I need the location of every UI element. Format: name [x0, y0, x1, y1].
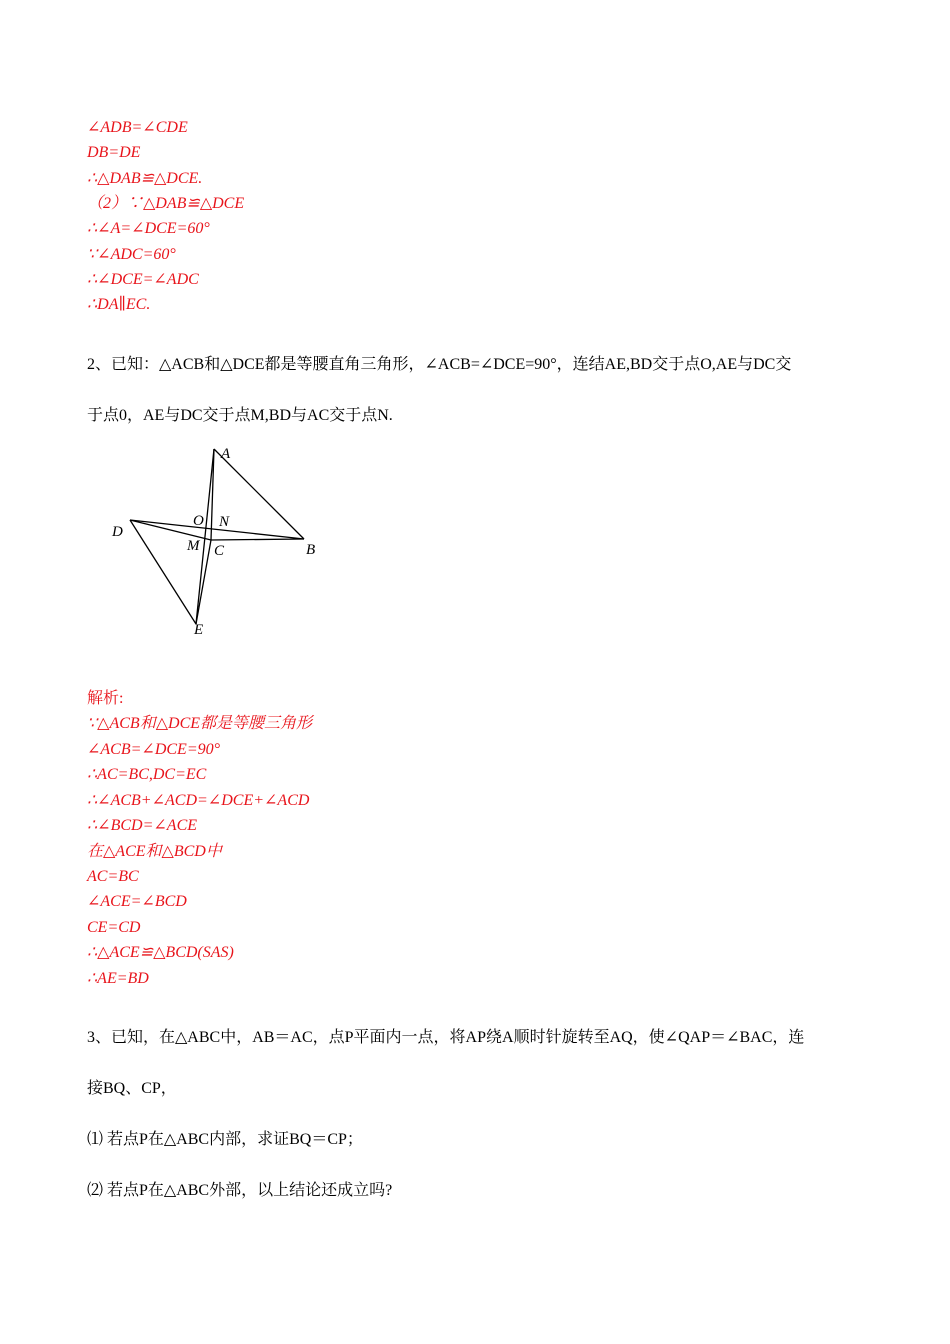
solution-line: ∴∠BCD=∠ACE — [87, 817, 198, 834]
label-N: N — [219, 514, 230, 530]
solution-line: CE=CD — [87, 919, 141, 936]
segment-DE — [130, 520, 196, 624]
solution-line: ∴AC=BC,DC=EC — [87, 766, 207, 783]
solution-title: 解析: — [87, 690, 124, 707]
label-C: C — [214, 543, 225, 559]
label-B: B — [306, 542, 316, 558]
segment-CB — [211, 539, 304, 540]
solution-line: ∴∠ACB+∠ACD=∠DCE+∠ACD — [87, 792, 310, 809]
segment-BD — [130, 520, 304, 539]
proof-line: ∴DA∥EC. — [87, 296, 151, 313]
proof-line: ∴∠A=∠DCE=60° — [87, 220, 210, 237]
label-O: O — [193, 513, 204, 529]
question-3-line-2: 接BQ、CP， — [87, 1080, 177, 1097]
proof-line: ∠ADB=∠CDE — [87, 119, 188, 136]
question-3-line-1: 3、已知，在△ABC中，AB＝AC，点P平面内一点，将AP绕A顺时针旋转至AQ，使∠QAP＝∠BAC，连 — [87, 1029, 805, 1046]
solution-line: AC=BC — [87, 868, 139, 885]
proof-line: （2）∵△DAB≌△DCE — [87, 195, 245, 212]
question-2-line-1: 2、已知：△ACB和△DCE都是等腰直角三角形，∠ACB=∠DCE=90°，连结AE,BD交于点O,AE与DC交 — [87, 356, 792, 373]
question-2-line-2: 于点0，AE与DC交于点M,BD与AC交于点N. — [87, 407, 393, 424]
solution-line: ∵△ACB和△DCE都是等腰三角形 — [87, 715, 313, 732]
label-M: M — [187, 538, 200, 554]
geometry-figure — [100, 440, 340, 645]
proof-line: DB=DE — [87, 144, 141, 161]
label-A: A — [221, 446, 231, 462]
solution-line: ∴△ACE≌△BCD(SAS) — [87, 944, 234, 961]
proof-line: ∴∠DCE=∠ADC — [87, 271, 199, 288]
proof-line: ∴△DAB≌△DCE. — [87, 170, 203, 187]
solution-line: ∠ACE=∠BCD — [87, 893, 187, 910]
proof-line: ∵∠ADC=60° — [87, 246, 176, 263]
solution-line: ∴AE=BD — [87, 970, 149, 987]
label-D: D — [112, 524, 123, 540]
solution-line: 在△ACE和△BCD中 — [87, 843, 222, 860]
question-3-sub-1: ⑴ 若点P在△ABC内部，求证BQ＝CP； — [87, 1131, 363, 1148]
solution-line: ∠ACB=∠DCE=90° — [87, 741, 221, 758]
label-E: E — [194, 622, 204, 638]
question-3-sub-2: ⑵ 若点P在△ABC外部，以上结论还成立吗? — [87, 1182, 393, 1199]
